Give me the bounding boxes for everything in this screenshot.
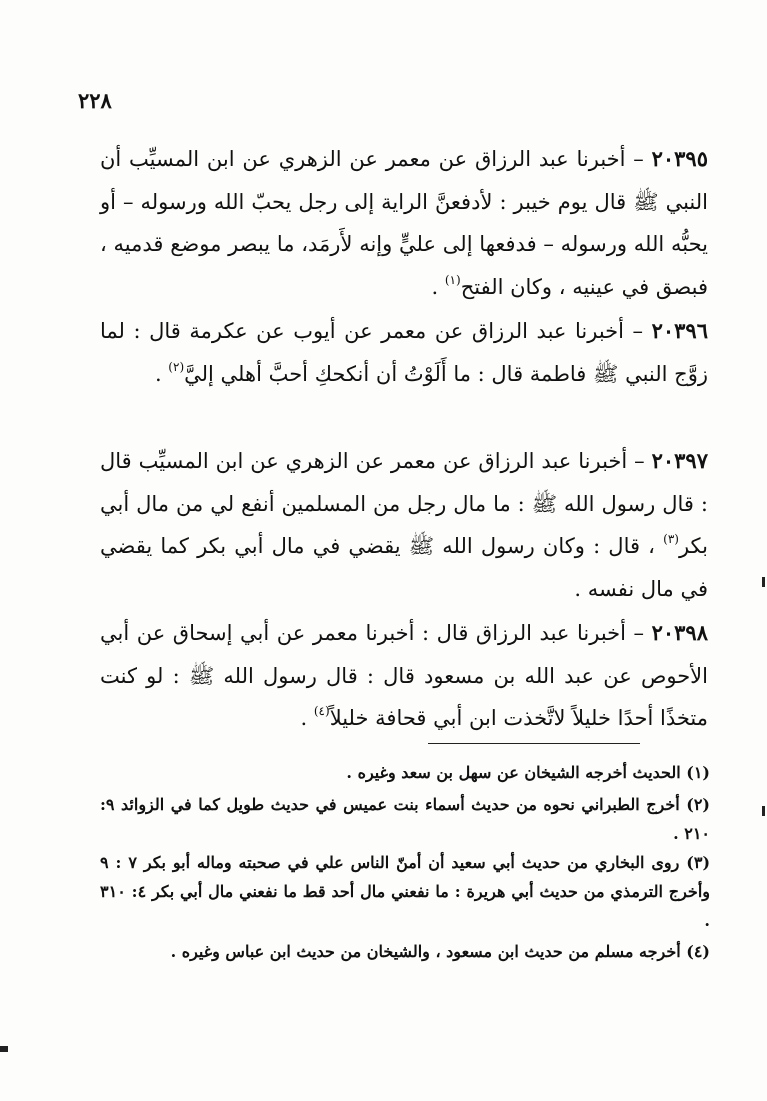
hadith-paragraph [100, 310, 708, 395]
footnote-ref: (١) [444, 272, 461, 287]
footnote-ref: (٢) [168, 359, 185, 374]
scan-edge-mark [0, 1046, 8, 1052]
footnote-separator [428, 743, 640, 744]
hadith-end: . [431, 274, 445, 299]
hadith-text: – أخبرنا عبد الرزاق عن معمر عن أيوب عن عكرمة قال : لما زوَّج النبي ﷺ فاطمة قال : ما أَلَوْتُ أن أنكحكِ أحبَّ أهلي إليَّ [100, 319, 708, 386]
hadith-text: – أخبرنا عبد الرزاق عن معمر عن الزهري عن ابن المسيِّب قال : قال رسول الله ﷺ : ما مال رجل من المسلمين أنفع لي من مال أبي بكر [100, 449, 708, 558]
hadith-number: ٢٠٣٩٦ [651, 318, 708, 343]
footnote: (٣) روى البخاري من حديث أبي سعيد أن أمنّ الناس علي في صحبته وماله أبو بكر ٧ : ٩ وأخرج الترمذي من حديث أبي هريرة : ما نفعني مال أحد قط ما نفعني مال أبي بكر ٤: ٣١٠ . [100, 853, 711, 930]
hadith-end: . [300, 706, 314, 730]
hadith-text: – أخبرنا عبد الرزاق عن معمر عن الزهري عن ابن المسيِّب أن النبي ﷺ قال يوم خيبر : لأدفعنَّ الراية إلى رجل يحبّ الله ورسوله – أو يحبُّه الله ورسوله – فدفعها إلى عليٍّ وإنه لأَرمَد، ما يبصر موضع قدميه ، فبصق في عينيه ، وكان الفتح [100, 147, 708, 299]
page-number: ٢٢٨ [78, 88, 112, 113]
footnote-ref: (٤) [313, 704, 330, 718]
footnote: (٤) أخرجه مسلم من حديث ابن مسعود ، والشيخان من حديث ابن عباس وغيره . [170, 942, 710, 961]
hadith-text: – أخبرنا عبد الرزاق قال : أخبرنا معمر عن أبي إسحاق عن أبي الأحوص عن عبد الله بن مسعود قال : قال رسول الله ﷺ : لو كنت متخذًا أحدًا خليلاً لاتَّخذت ابن أبي قحافة خليلاً [100, 621, 708, 730]
hadith-number: ٢٠٣٩٥ [651, 146, 708, 171]
footnote: (١) الحديث أخرجه الشيخان عن سهل بن سعد وغيره . [346, 763, 710, 782]
footnote: (٢) أخرج الطبراني نحوه من حديث أسماء بنت عميس في حديث طويل كما في الزوائد ٩: ٢١٠ . [100, 795, 710, 843]
hadith-paragraph [100, 612, 708, 740]
scan-edge-mark [762, 806, 765, 816]
hadith-number: ٢٠٣٩٨ [651, 620, 708, 645]
footnote-ref: (٣) [663, 532, 679, 546]
hadith-end: . [154, 361, 169, 386]
hadith-number: ٢٠٣٩٧ [651, 448, 708, 473]
hadith-paragraph [100, 440, 708, 610]
hadith-end: ، قال : وكان رسول الله ﷺ يقضي في مال أبي بكر كما يقضي في مال نفسه . [100, 534, 708, 601]
hadith-paragraph [100, 138, 708, 308]
scan-edge-mark [762, 577, 765, 587]
